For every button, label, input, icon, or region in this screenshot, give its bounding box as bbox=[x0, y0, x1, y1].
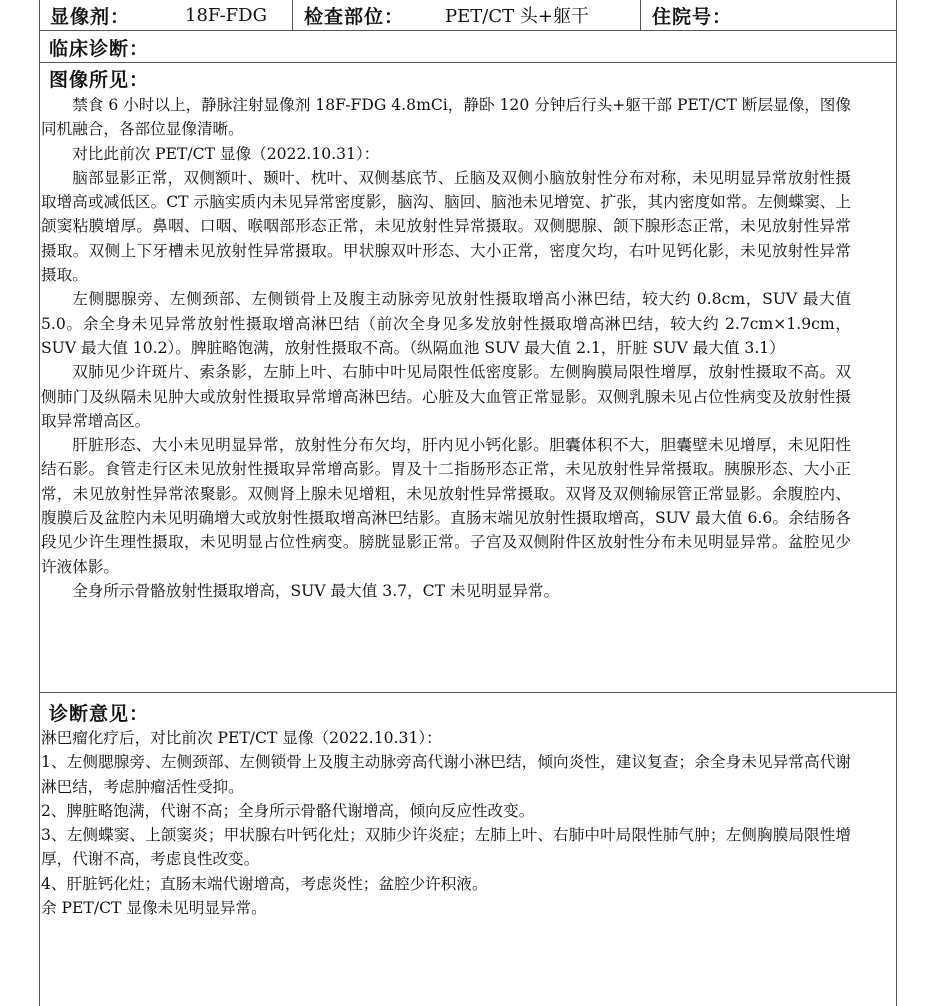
diagnosis-section bbox=[40, 693, 896, 1006]
agent-value: 18F-FDG bbox=[185, 4, 267, 26]
findings-paragraph: 脑部显影正常，双侧额叶、颞叶、枕叶、双侧基底节、丘脑及双侧小脑放射性分布对称，未见明显异常放射性摄取增高或减低区。CT 示脑实质内未见异常密度影，脑沟、脑回、脑池未见增宽、扩张，其内密度如常。左侧蝶窦、上颌窦粘膜增厚。鼻咽、口咽、喉咽部形态正常，未见放射性异常摄取。双侧腮腺、颌下腺形态正常，未见放射性异常摄取。双侧上下牙槽未见放射性异常摄取。甲状腺双叶形态、大小正常，密度欠均，右叶见钙化影，未见放射性异常摄取。 bbox=[41, 168, 851, 285]
findings-paragraph: 禁食 6 小时以上，静脉注射显像剂 18F-FDG 4.8mCi，静卧 120 分钟后行头+躯干部 PET/CT 断层显像，图像同机融合，各部位显像清晰。 bbox=[41, 96, 851, 139]
diagnosis-text bbox=[41, 726, 851, 920]
divider bbox=[292, 0, 293, 30]
diagnosis-line: 2、脾脏略饱满，代谢不高；全身所示骨骼代谢增高，倾向反应性改变。 bbox=[41, 801, 535, 820]
site-value: PET/CT 头+躯干 bbox=[445, 6, 589, 27]
findings-paragraph: 对比此前次 PET/CT 显像（2022.10.31）： bbox=[72, 144, 380, 163]
admission-label: 住院号： bbox=[652, 5, 733, 28]
site-label: 检查部位： bbox=[304, 5, 405, 28]
diagnosis-title: 诊断意见： bbox=[49, 703, 150, 725]
findings-paragraph: 全身所示骨骼放射性摄取增高，SUV 最大值 3.7，CT 未见明显异常。 bbox=[72, 581, 560, 600]
diagnosis-line: 淋巴瘤化疗后，对比前次 PET/CT 显像（2022.10.31）： bbox=[41, 729, 442, 747]
findings-paragraph: 肝脏形态、大小未见明显异常，放射性分布欠均，肝内见小钙化影。胆囊体积不大，胆囊壁未见增厚，未见阳性结石影。食管走行区未见放射性摄取异常增高影。胃及十二指肠形态正常，未见放射性异常摄取。胰腺形态、大小正常，未见放射性异常浓聚影。双侧肾上腺未见增粗，未见放射性异常摄取。双肾及双侧输尿管正常显影。余腹腔内、腹膜后及盆腔内未见明确增大或放射性摄取增高淋巴结影。直肠末端见放射性摄取增高，SUV 最大值 6.6。余结肠各段见少许生理性摄取，未见明显占位性病变。膀胱显影正常。子宫及双侧附件区放射性分布未见明显异常。盆腔见少许液体影。 bbox=[41, 436, 851, 576]
findings-paragraph: 左侧腮腺旁、左侧颈部、左侧锁骨上及腹主动脉旁见放射性摄取增高小淋巴结，较大约 0.8cm，SUV 最大值 5.0。余全身未见异常放射性摄取增高淋巴结（前次全身见多发放射性摄取增高淋巴结，较大约 2.7cm×1.9cm，SUV 最大值 10.2）。脾脏略饱满，放射性摄取不高。（纵隔血池 SUV 最大值 2.1，肝脏 SUV 最大值 3.1） bbox=[41, 290, 851, 357]
diagnosis-line: 余 PET/CT 显像未见明显异常。 bbox=[41, 899, 267, 918]
clinical-diagnosis-label: 临床诊断： bbox=[49, 38, 150, 60]
findings-section bbox=[40, 62, 896, 693]
header-row bbox=[40, 0, 896, 31]
diagnosis-line: 3、左侧蝶窦、上颌窦炎；甲状腺右叶钙化灶；双肺少许炎症；左肺上叶、右肺中叶局限性肺气肿；左侧胸膜局限性增厚，代谢不高，考虑良性改变。 bbox=[41, 826, 851, 869]
findings-title: 图像所见： bbox=[49, 69, 150, 91]
agent-label: 显像剂： bbox=[50, 5, 131, 28]
divider bbox=[640, 0, 641, 30]
diagnosis-line: 4、肝脏钙化灶；直肠末端代谢增高，考虑炎性；盆腔少许积液。 bbox=[41, 874, 488, 893]
report-frame bbox=[39, 0, 897, 1006]
diagnosis-line: 1、左侧腮腺旁、左侧颈部、左侧锁骨上及腹主动脉旁高代谢小淋巴结，倾向炎性，建议复查；余全身未见异常高代谢淋巴结，考虑肿瘤活性受抑。 bbox=[41, 753, 851, 796]
findings-paragraph: 双肺见少许斑片、索条影，左肺上叶、右肺中叶见局限性低密度影。左侧胸膜局限性增厚，放射性摄取不高。双侧肺门及纵隔未见肿大或放射性摄取异常增高淋巴结。心脏及大血管正常显影。双侧乳腺未见占位性病变及放射性摄取异常增高区。 bbox=[41, 363, 851, 430]
clinical-diagnosis-row bbox=[40, 30, 896, 63]
findings-text bbox=[41, 93, 851, 603]
